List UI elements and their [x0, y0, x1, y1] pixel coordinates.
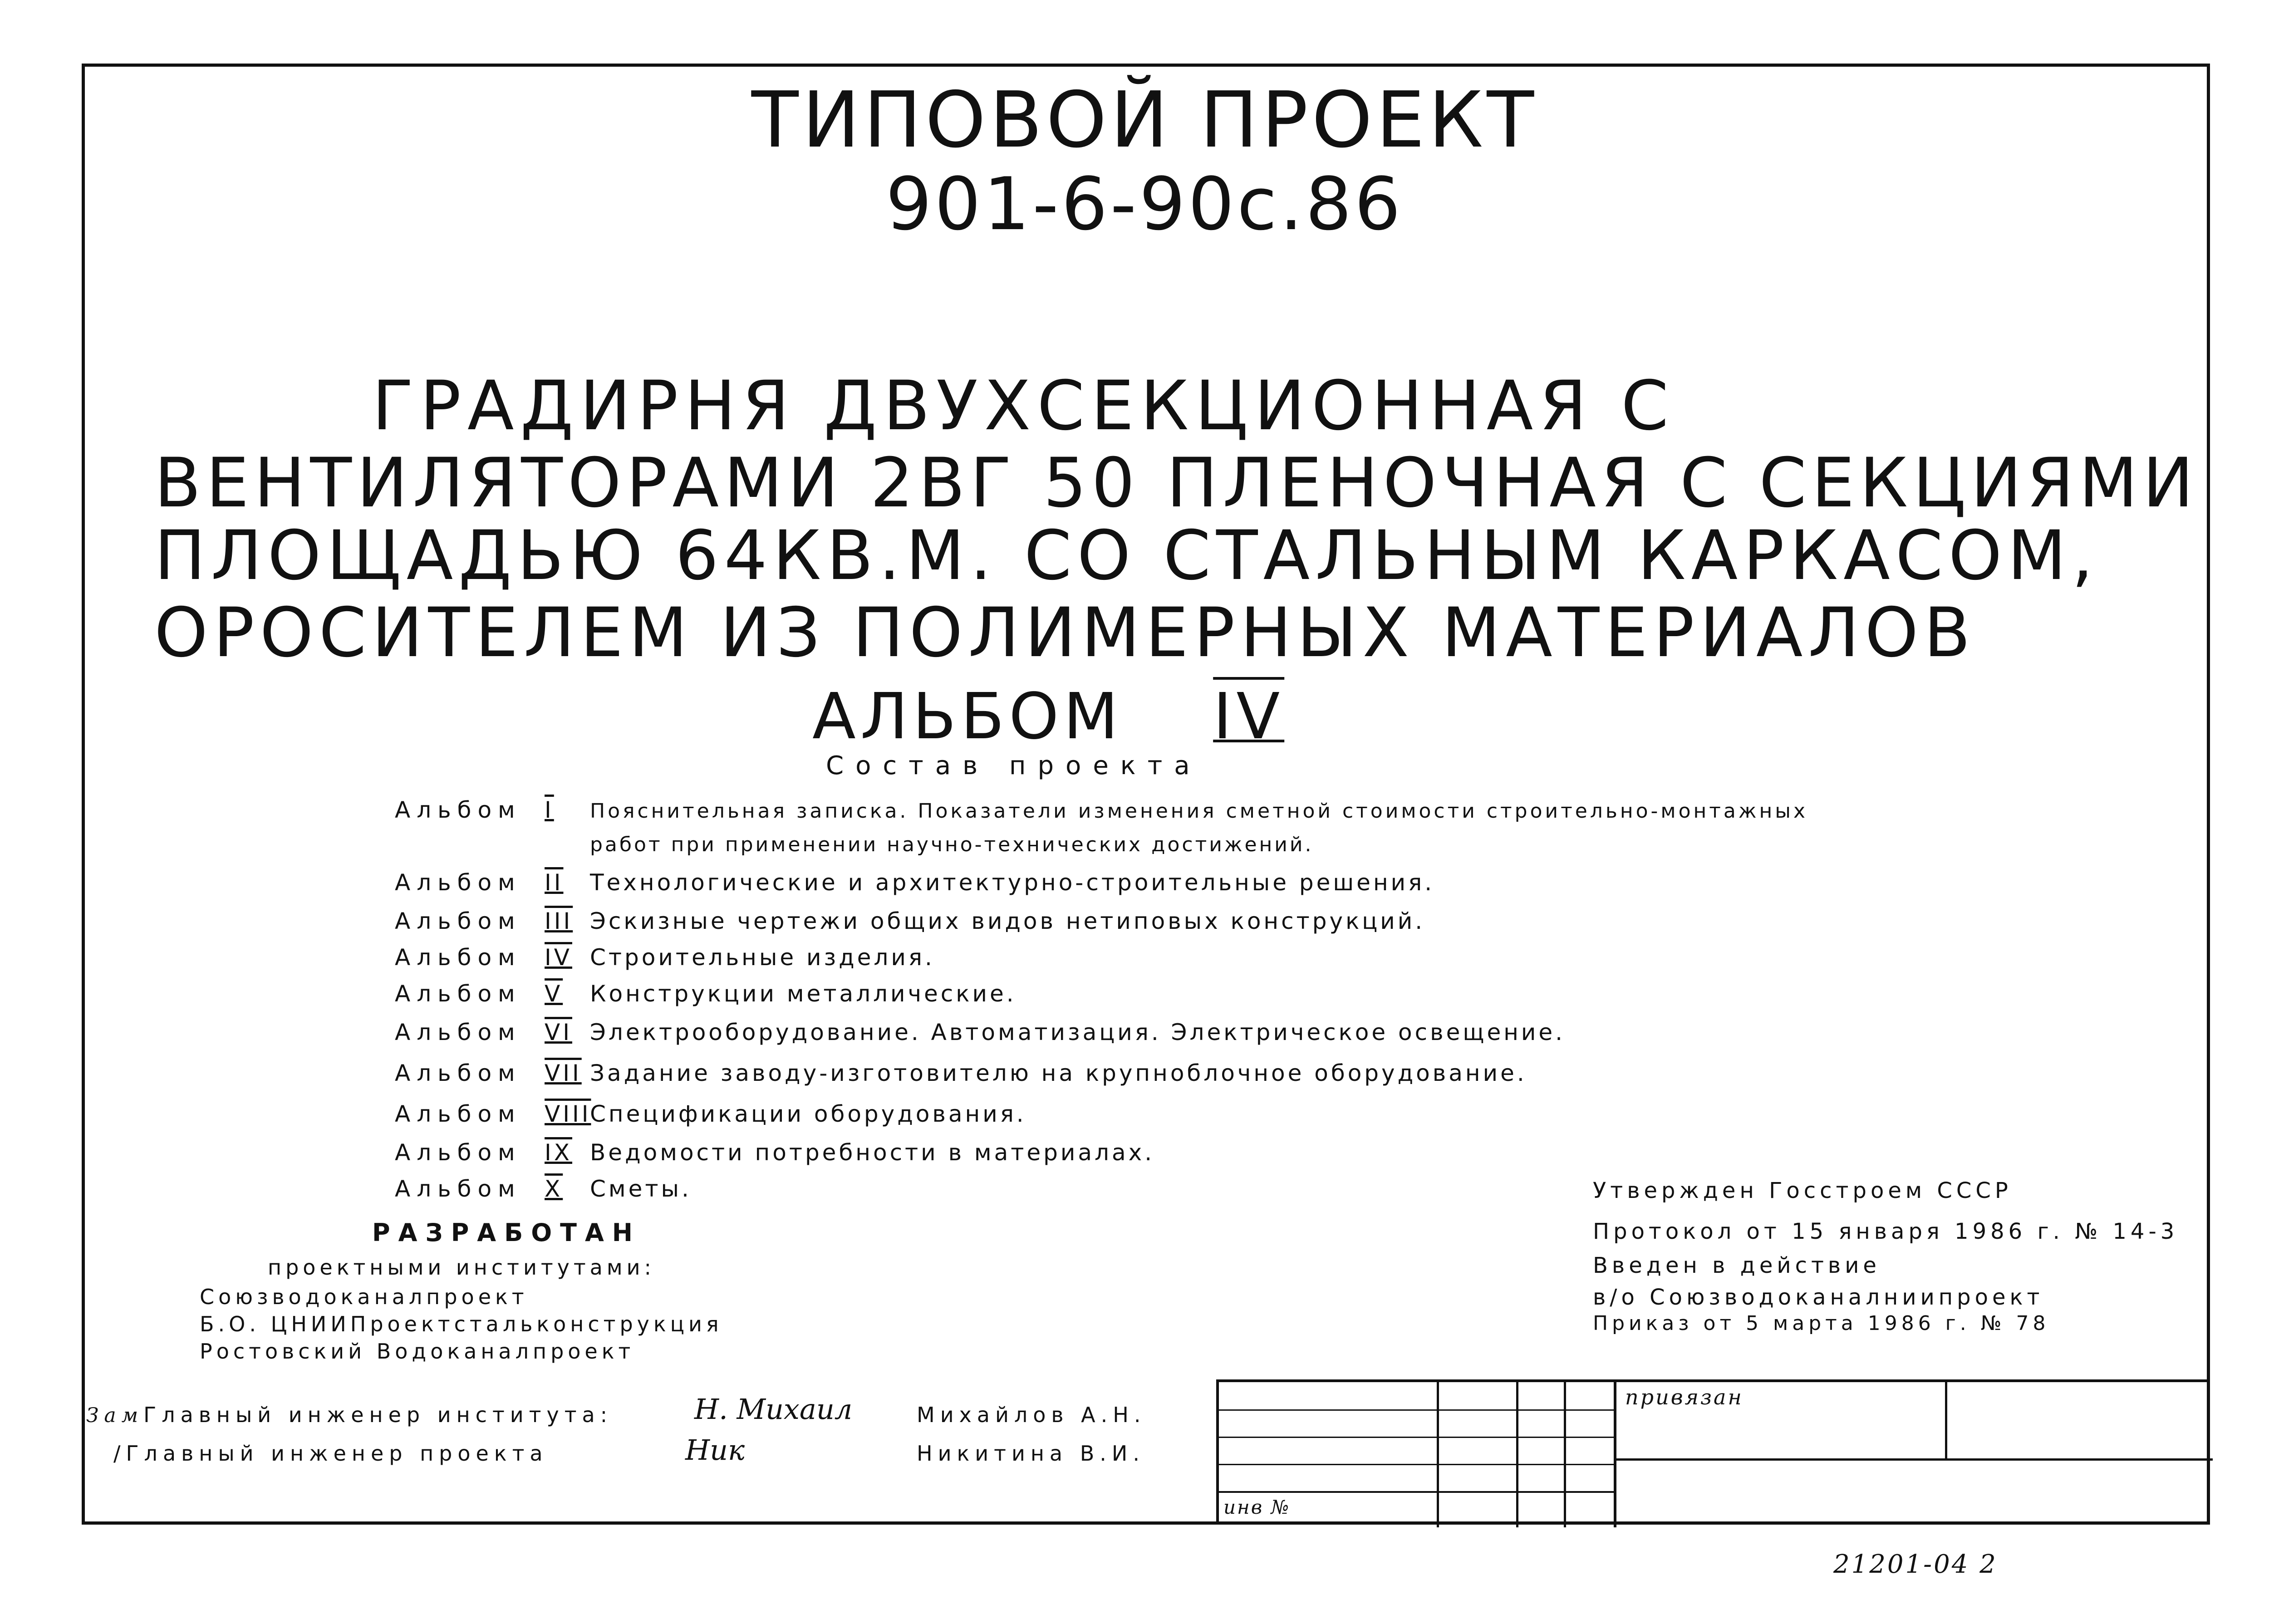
album-entry-text: Конструкции металлические. — [590, 981, 1017, 1007]
album-entry-label: Альбом — [395, 797, 521, 823]
album-label: АЛЬБОМ — [812, 680, 1123, 754]
album-title — [812, 680, 1285, 754]
project-name-line-2: ВЕНТИЛЯТОРАМИ 2ВГ 50 ПЛЕНОЧНАЯ С СЕКЦИЯМИ — [154, 444, 2199, 523]
signature-prefix: Зам — [86, 1404, 144, 1427]
approval-line-2: Протокол от 15 января 1986 г. № 14-3 — [1593, 1219, 2179, 1244]
approval-line-4: в/о Союзводоканалниипроект — [1593, 1285, 2044, 1310]
inventory-label: инв № — [1223, 1496, 1291, 1518]
album-entry — [395, 910, 1425, 932]
stamp-grid-line — [1219, 1409, 1614, 1411]
handwritten-signature-1: Н. Михаил — [694, 1393, 853, 1426]
stamp-grid-line — [1614, 1382, 1616, 1527]
institute-3: Ростовский Водоканалпроект — [200, 1339, 635, 1364]
signature-prefix: / — [113, 1441, 126, 1466]
developed-by: проектными институтами: — [268, 1255, 655, 1280]
album-entry-label: Альбом — [395, 1060, 521, 1086]
stamp-grid-line — [1614, 1458, 2213, 1461]
signature-row-2 — [113, 1443, 548, 1464]
signer-name-2: Никитина В.И. — [917, 1441, 1145, 1466]
album-entry — [395, 1141, 1154, 1164]
signature-row-1 — [86, 1404, 613, 1426]
project-name-line-3: ПЛОЩАДЬЮ 64КВ.М. СО СТАЛЬНЫМ КАРКАСОМ, — [154, 516, 2099, 595]
album-entry — [395, 946, 935, 969]
project-name-line-1: ГРАДИРНЯ ДВУХСЕКЦИОННАЯ С — [372, 367, 1675, 446]
album-entry — [395, 982, 1017, 1005]
album-entry-text: Спецификации оборудования. — [590, 1101, 1026, 1127]
album-entry-numeral: VIII — [545, 1101, 591, 1127]
approval-line-3: Введен в действие — [1593, 1253, 1881, 1278]
album-entry-label: Альбом — [395, 1101, 521, 1127]
project-code: 901-6-90с.86 — [885, 162, 1404, 246]
album-entry — [395, 799, 1808, 821]
album-entry-text: Пояснительная записка. Показатели изменения сметной стоимости строительно-монтажных — [590, 800, 1808, 823]
signature-role: Главный инженер института: — [143, 1403, 613, 1427]
institute-2: Б.О. ЦНИИПроектстальконструкция — [200, 1312, 723, 1336]
album-entry-label: Альбом — [395, 869, 521, 896]
album-entry-text: Электрооборудование. Автоматизация. Электрическое освещение. — [590, 1019, 1566, 1045]
album-entry-text: Сметы. — [590, 1176, 692, 1202]
institute-1: Союзводоканалпроект — [200, 1285, 528, 1309]
stamp-box — [1216, 1379, 2210, 1525]
album-entry-text: Эскизные чертежи общих видов нетиповых конструкций. — [590, 908, 1425, 934]
album-entry-numeral: X — [545, 1176, 563, 1202]
album-entry — [395, 1103, 1026, 1125]
handwritten-signature-2: Ник — [685, 1433, 745, 1467]
album-entry-label: Альбом — [395, 981, 521, 1007]
signer-name-1: Михайлов А.Н. — [917, 1403, 1146, 1427]
developed-heading: РАЗРАБОТАН — [372, 1218, 641, 1247]
album-entry-label: Альбом — [395, 1139, 521, 1166]
album-entry-numeral: IX — [545, 1139, 572, 1166]
album-entry-numeral: IV — [545, 944, 572, 971]
album-entry-numeral: VII — [545, 1060, 582, 1086]
album-entry-numeral: III — [545, 908, 573, 934]
stamp-grid-line — [1437, 1382, 1439, 1527]
approval-line-5: Приказ от 5 марта 1986 г. № 78 — [1593, 1312, 2050, 1335]
album-entry — [395, 871, 1434, 894]
stamp-grid-line — [1516, 1382, 1518, 1527]
stamp-grid-line — [1945, 1382, 1947, 1459]
album-entry-label: Альбом — [395, 908, 521, 934]
contents-heading: Состав проекта — [826, 751, 1202, 780]
album-entry — [395, 1178, 692, 1200]
document-type-title: ТИПОВОЙ ПРОЕКТ — [751, 75, 1538, 165]
stamp-grid-line — [1564, 1382, 1566, 1527]
album-entry-numeral: I — [545, 797, 554, 823]
album-entry-text: Строительные изделия. — [590, 944, 935, 971]
document-number: 21201-04 2 — [1833, 1550, 1998, 1579]
approval-line-1: Утвержден Госстроем СССР — [1593, 1178, 2012, 1203]
stamp-grid-line — [1219, 1491, 1614, 1493]
album-numeral: IV — [1213, 680, 1285, 754]
album-entry-continuation: работ при применении научно-технических достижений. — [590, 833, 1314, 856]
attached-label: привязан — [1625, 1385, 1743, 1409]
album-entry-label: Альбом — [395, 1019, 521, 1045]
stamp-grid-line — [1219, 1464, 1614, 1465]
project-name-line-4: ОРОСИТЕЛЕМ ИЗ ПОЛИМЕРНЫХ МАТЕРИАЛОВ — [154, 594, 1976, 672]
album-entry — [395, 1021, 1565, 1044]
album-entry-text: Ведомости потребности в материалах. — [590, 1139, 1155, 1166]
album-entry-numeral: II — [545, 869, 564, 896]
album-entry-text: Задание заводу-изготовителю на крупноблочное оборудование. — [590, 1060, 1527, 1086]
album-entry — [395, 1062, 1527, 1084]
album-entry-numeral: VI — [545, 1019, 572, 1045]
album-entry-numeral: V — [545, 981, 563, 1007]
stamp-grid-line — [1219, 1437, 1614, 1438]
album-entry-text: Технологические и архитектурно-строительные решения. — [590, 869, 1435, 896]
album-entry-label: Альбом — [395, 944, 521, 971]
album-entry-label: Альбом — [395, 1176, 521, 1202]
signature-role: Главный инженер проекта — [126, 1441, 548, 1466]
